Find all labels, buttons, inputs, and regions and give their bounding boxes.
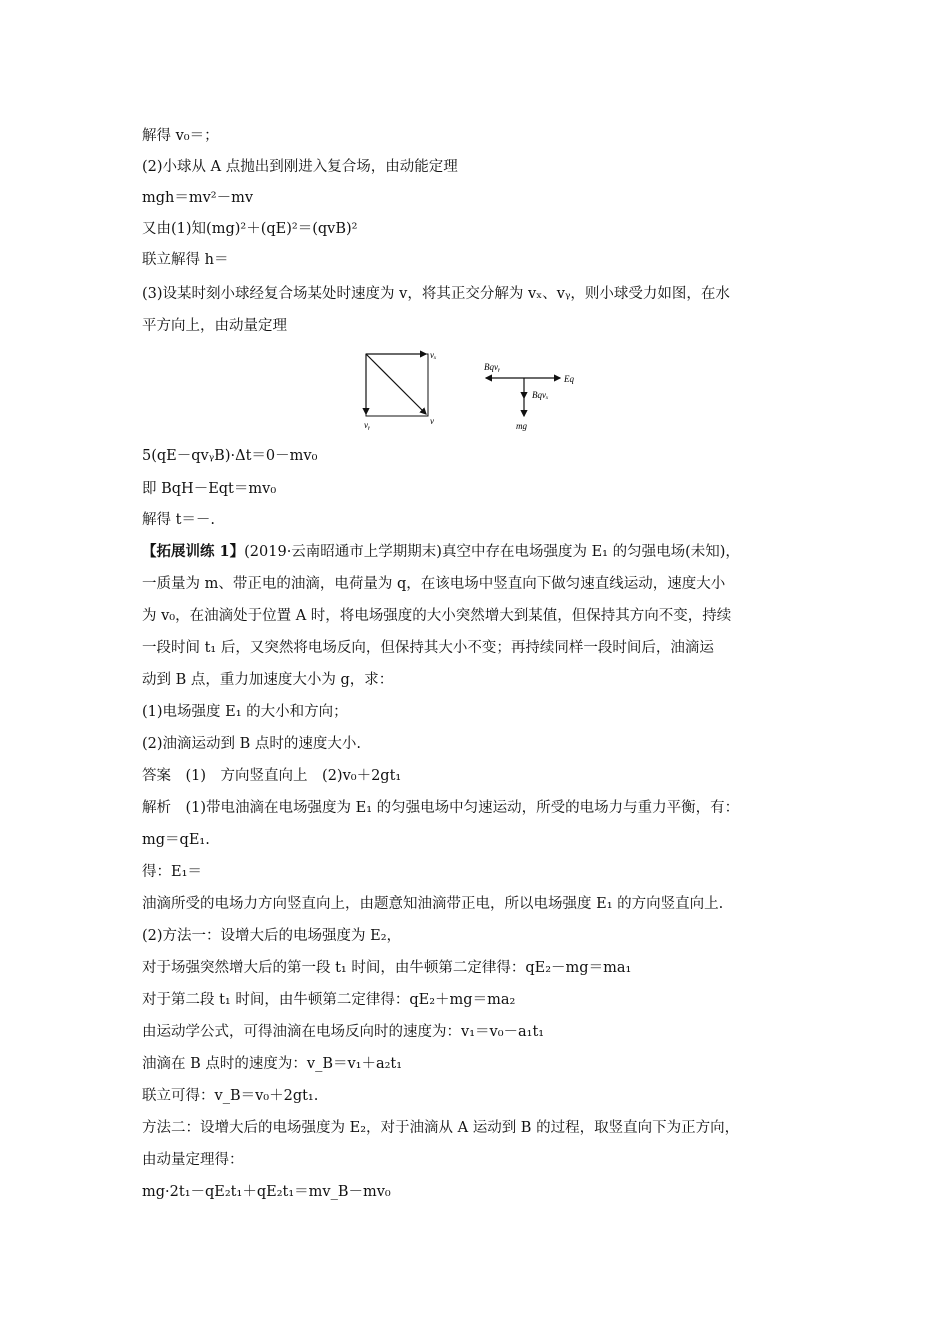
text-line: 为 v₀，在油滴处于位置 A 时，将电场强度的大小突然增大到某值，但保持其方向不变，持续 bbox=[142, 608, 732, 624]
text-line: (1)电场强度 E₁ 的大小和方向； bbox=[142, 704, 348, 720]
text-line: (3)设某时刻小球经复合场某处时速度为 v，将其正交分解为 vₓ、vᵧ，则小球受力如图，在水 bbox=[142, 286, 730, 302]
answer-line: 答案 (1) 方向竖直向上 (2)v₀＋2gt₁ bbox=[142, 768, 402, 784]
analysis-line: 解析 (1)带电油滴在电场强度为 E₁ 的匀强电场中匀速运动，所受的电场力与重力平衡，有： bbox=[142, 800, 740, 816]
v-label: v bbox=[430, 416, 434, 426]
v-vector bbox=[366, 354, 426, 414]
vx-label: vₓ bbox=[430, 350, 437, 360]
mg-label: mg bbox=[516, 421, 527, 431]
text-line: 5(qE－qvᵧB)·Δt＝0－mv₀ bbox=[142, 448, 318, 464]
text-line: 得：E₁＝ bbox=[142, 864, 202, 880]
text-line: 解得 t＝－. bbox=[142, 512, 216, 528]
text-line: 动到 B 点，重力加速度大小为 g，求： bbox=[142, 672, 394, 688]
text-line: 联立可得：v_B＝v₀＋2gt₁. bbox=[142, 1088, 319, 1104]
text-line: 即 BqH－Eqt＝mv₀ bbox=[142, 481, 277, 497]
text-line: 方法二：设增大后的电场强度为 E₂，对于油滴从 A 运动到 B 的过程，取竖直向下为正方向， bbox=[142, 1120, 740, 1136]
text-line: mg·2t₁－qE₂t₁＋qE₂t₁＝mv_B－mv₀ bbox=[142, 1184, 391, 1200]
text-line: 一段时间 t₁ 后，又突然将电场反向，但保持其大小不变；再持续同样一段时间后，油滴运 bbox=[142, 640, 714, 656]
bqvx-label: Bqvₓ bbox=[532, 390, 549, 400]
exercise-heading: 【拓展训练 1】(2019·云南昭通市上学期期末)真空中存在电场强度为 E₁ 的匀强电场(未知)， bbox=[142, 543, 740, 560]
text-line: (2)方法一：设增大后的电场强度为 E₂， bbox=[142, 928, 402, 944]
text-line: mg＝qE₁. bbox=[142, 832, 210, 848]
text-line: 对于场强突然增大后的第一段 t₁ 时间，由牛顿第二定律得：qE₂－mg＝ma₁ bbox=[142, 960, 632, 976]
text-line: (2)小球从 A 点抛出到刚进入复合场，由动能定理 bbox=[142, 159, 458, 175]
velocity-decomposition-diagram bbox=[358, 346, 448, 430]
text-line: (2)油滴运动到 B 点时的速度大小. bbox=[142, 736, 362, 752]
text-line: 解得 v₀＝； bbox=[142, 128, 219, 144]
exercise-tag: 【拓展训练 1】 bbox=[142, 543, 245, 560]
eq-label: Eq bbox=[564, 374, 574, 384]
text-line: 平方向上，由动量定理 bbox=[142, 318, 287, 334]
text-line: 油滴所受的电场力方向竖直向上，由题意知油滴带正电，所以电场强度 E₁ 的方向竖直向上. bbox=[142, 896, 724, 912]
text-line: 油滴在 B 点时的速度为：v_B＝v₁＋a₂t₁ bbox=[142, 1056, 403, 1072]
text-line: 又由(1)知(mg)²＋(qE)²＝(qvB)² bbox=[142, 221, 358, 237]
text-line: 由运动学公式，可得油滴在电场反向时的速度为：v₁＝v₀－a₁t₁ bbox=[142, 1024, 545, 1040]
text-line: 对于第二段 t₁ 时间，由牛顿第二定律得：qE₂＋mg＝ma₂ bbox=[142, 992, 516, 1008]
bqvy-label: Bqvᵧ bbox=[484, 362, 501, 372]
text-line: 一质量为 m、带正电的油滴，电荷量为 q，在该电场中竖直向下做匀速直线运动，速度大小 bbox=[142, 576, 726, 592]
vy-label: vᵧ bbox=[364, 420, 371, 430]
text-line: 由动量定理得： bbox=[142, 1152, 244, 1168]
force-diagram bbox=[480, 358, 590, 434]
text-line: mgh＝mv²－mv bbox=[142, 190, 254, 206]
text-line: 联立解得 h＝ bbox=[142, 252, 229, 268]
